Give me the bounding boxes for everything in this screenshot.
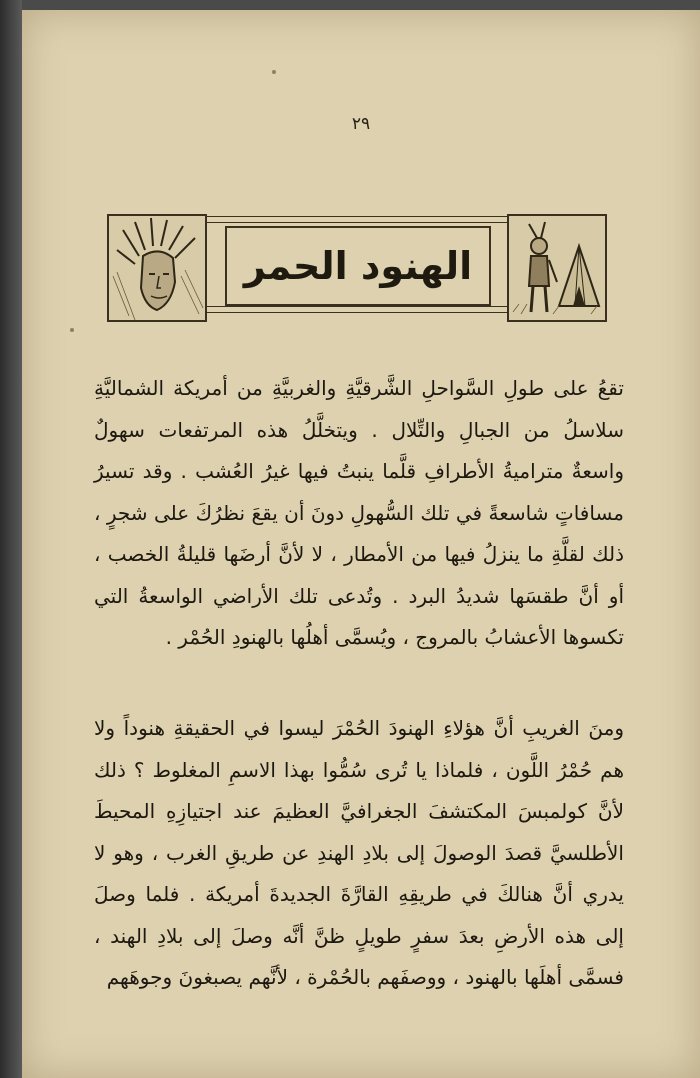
header-rule [205, 312, 511, 313]
chief-portrait-icon [107, 214, 207, 322]
book-spine-shadow [0, 0, 22, 1078]
paragraph-2: ومنَ الغريبِ أنَّ هؤلاءِ الهنودَ الحُمْرَ ليسوا في الحقيقةِ هنوداً ولا هم حُمْرُ اللَّون ، فلماذا يا تُرى سُمُّوا بهذا الاسمِ المغلوط ؟ ذلك لأنَّ كولمبسَ المكتشفَ الجغرافيَّ العظيمَ عند اجتيازِهِ المحيطَ الأطلسيَّ قصدَ الوصولَ إلى بلادِ الهندِ عن طريقِ الغرب ، وهو لا يدري أنَّ هنالكَ في طريقِهِ القارَّةَ الجديدةَ أمريكة . فلما وصلَ إلى هذه الأرضِ بعدَ سفرٍ طويلٍ ظنَّ أنَّه وصلَ إلى بلادِ الهند ، فسمَّى أهلَها بالهنود ، ووصفَهم بالحُمْرة ، لأنَّهم يصبغونَ وجوهَهم [94, 716, 624, 989]
paragraph-1: تقعُ على طولِ السَّواحلِ الشَّرقيَّةِ والغربيَّةِ من أمريكة الشماليَّةِ سلاسلُ من الجبالِ والتِّلال . ويتخلَّلُ هذه المرتفعات سهولٌ واسعةٌ متراميةُ الأطرافِ قلَّما ينبتُ فيها غيرُ العُشب . وقد تسيرُ مسافاتٍ شاسعةً في تلك السُّهولِ دونَ أن يقعَ نظرُكَ على شجرٍ ، ذلك لقلَّةِ ما ينزلُ فيها من الأمطار ، لا لأنَّ أرضَها قليلةُ الخصب ، أو أنَّ طقسَها شديدُ البرد . وتُدعى تلك الأراضي الواسعةُ التي تكسوها الأعشابُ بالمروج ، ويُسمَّى أهلُها بالهنودِ الحُمْر . [94, 376, 624, 649]
page-number: ٢٩ [351, 114, 371, 134]
header-rule [205, 306, 511, 307]
header-rule [205, 216, 511, 217]
title-box [225, 226, 491, 306]
chapter-title: الهنود الحمر [243, 244, 473, 288]
chapter-header [107, 208, 607, 320]
tent-figure-icon [507, 214, 607, 322]
paper-speck [272, 70, 276, 74]
paper-speck [70, 328, 74, 332]
header-rule [205, 222, 511, 223]
book-page [22, 10, 700, 1078]
